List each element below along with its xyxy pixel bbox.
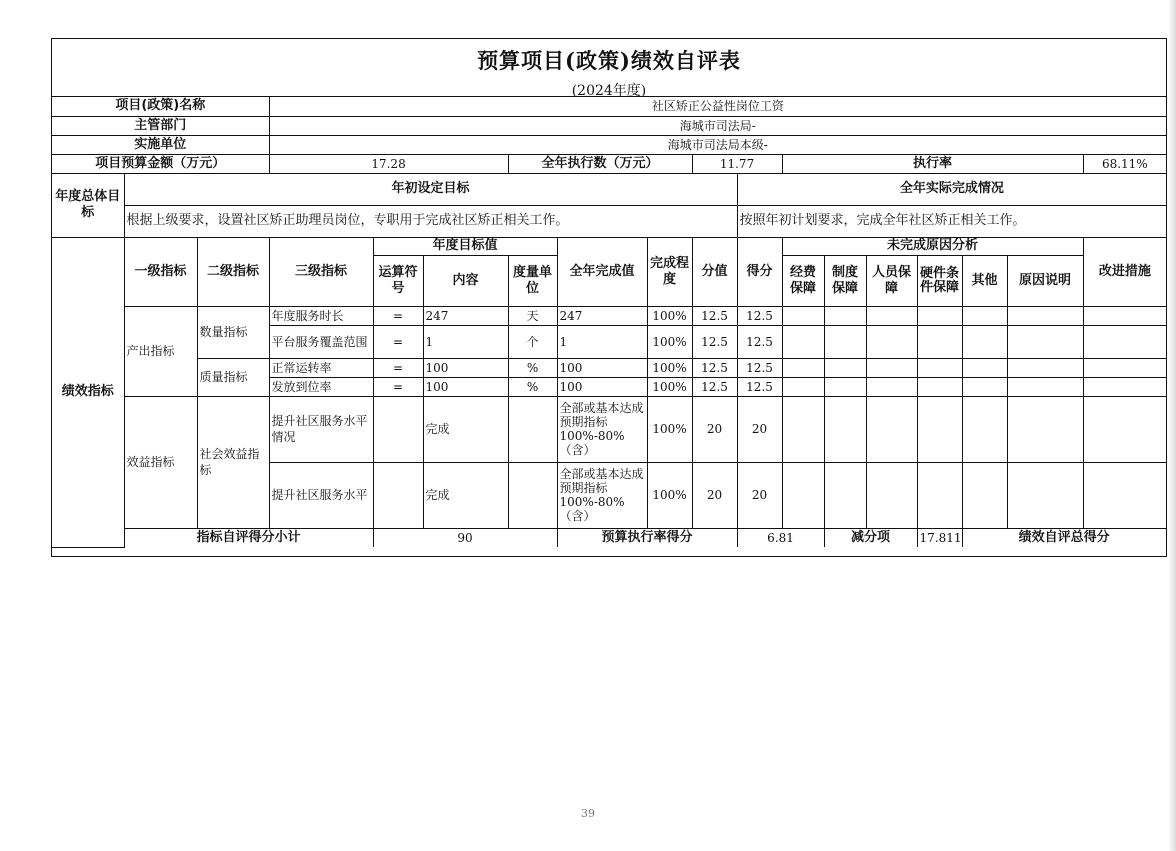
- explanation-header: 原因说明: [1007, 255, 1083, 306]
- personnel-header: 人员保障: [866, 255, 917, 306]
- initial-goal-header: 年初设定目标: [124, 173, 737, 205]
- weight-cell: 20: [692, 462, 737, 528]
- total-score-label: 绩效自评总得分: [962, 528, 1166, 547]
- self-evaluation-form: [51, 38, 1167, 557]
- operator-cell: =: [373, 325, 423, 358]
- weight-cell: 20: [692, 396, 737, 462]
- indicator-name: 发放到位率: [269, 377, 373, 396]
- hardware-header: 硬件条件保障: [917, 255, 962, 306]
- degree-cell: 100%: [647, 325, 692, 358]
- project-name-value: 社区矫正公益性岗位工资: [269, 97, 1166, 116]
- unit-cell: 天: [508, 306, 557, 325]
- degree-header: 完成程度: [647, 237, 692, 306]
- goal-text-row: [52, 205, 1166, 237]
- operator-cell: =: [373, 358, 423, 377]
- unit-cell: %: [508, 358, 557, 377]
- subtotal-value: 90: [373, 528, 557, 547]
- degree-cell: 100%: [647, 377, 692, 396]
- unit-cell: 个: [508, 325, 557, 358]
- indicator-section-label: 绩效指标: [52, 237, 124, 547]
- content-cell: 完成: [423, 396, 508, 462]
- dept-label: 主管部门: [52, 116, 269, 135]
- improvement-header: 改进措施: [1083, 237, 1166, 306]
- funding-header: 经费保障: [782, 255, 824, 306]
- page-edge-shadow: [1168, 0, 1176, 851]
- table-row: [52, 396, 1166, 462]
- quantity-indicator-label: 数量指标: [197, 306, 269, 358]
- score-header: 得分: [737, 237, 782, 306]
- weight-header: 分值: [692, 237, 737, 306]
- level3-header: 三级指标: [269, 237, 373, 306]
- full-year-cell: 全部或基本达成预期指标100%-80%（含）: [557, 462, 647, 528]
- content-header: 内容: [423, 255, 508, 306]
- page-number: 39: [581, 807, 595, 820]
- actual-goal-header: 全年实际完成情况: [737, 173, 1166, 205]
- title-area: [52, 39, 1166, 97]
- unit-header: 度量单位: [508, 255, 557, 306]
- operator-cell: =: [373, 306, 423, 325]
- score-cell: 12.5: [737, 377, 782, 396]
- deduct-value: 17.811: [917, 528, 962, 547]
- benefit-indicator-label: 效益指标: [124, 396, 197, 528]
- unit-cell: %: [508, 377, 557, 396]
- score-cell: 12.5: [737, 358, 782, 377]
- table-row: [52, 306, 1166, 325]
- operator-cell: [373, 462, 423, 528]
- content-cell: 247: [423, 306, 508, 325]
- exec-label: 全年执行数（万元）: [508, 154, 692, 173]
- unit-label: 实施单位: [52, 135, 269, 154]
- exec-value: 11.77: [692, 154, 782, 173]
- budget-row: [52, 154, 1166, 173]
- indicator-name: 提升社区服务水平情况: [269, 396, 373, 462]
- rate-label: 执行率: [782, 154, 1083, 173]
- unit-cell: [508, 396, 557, 462]
- evaluation-table: [52, 97, 1166, 548]
- content-cell: 100: [423, 358, 508, 377]
- full-year-cell: 100: [557, 358, 647, 377]
- unit-value: 海城市司法局本级-: [269, 135, 1166, 154]
- goal-header-row: [52, 173, 1166, 205]
- operator-cell: [373, 396, 423, 462]
- initial-goal-text: 根据上级要求，设置社区矫正助理员岗位，专职用于完成社区矫正相关工作。: [124, 205, 737, 237]
- system-header: 制度保障: [824, 255, 866, 306]
- rate-value: 68.11%: [1083, 154, 1166, 173]
- indicator-name: 正常运转率: [269, 358, 373, 377]
- actual-goal-text: 按照年初计划要求，完成全年社区矫正相关工作。: [737, 205, 1166, 237]
- unit-row: [52, 135, 1166, 154]
- full-year-cell: 100: [557, 377, 647, 396]
- summary-row: [52, 528, 1166, 547]
- degree-cell: 100%: [647, 462, 692, 528]
- score-cell: 20: [737, 462, 782, 528]
- level2-header: 二级指标: [197, 237, 269, 306]
- indicator-name: 平台服务覆盖范围: [269, 325, 373, 358]
- unit-cell: [508, 462, 557, 528]
- table-row: [52, 358, 1166, 377]
- form-year: (2024年度): [571, 83, 647, 99]
- content-cell: 100: [423, 377, 508, 396]
- degree-cell: 100%: [647, 396, 692, 462]
- exec-score-value: 6.81: [737, 528, 824, 547]
- other-header: 其他: [962, 255, 1007, 306]
- subtotal-label: 指标自评得分小计: [124, 528, 373, 547]
- full-year-cell: 247: [557, 306, 647, 325]
- full-year-cell: 1: [557, 325, 647, 358]
- budget-value: 17.28: [269, 154, 508, 173]
- indicator-header-row-1: [52, 237, 1166, 255]
- full-year-cell: 全部或基本达成预期指标100%-80%（含）: [557, 396, 647, 462]
- operator-cell: =: [373, 377, 423, 396]
- reasons-header: 未完成原因分析: [782, 237, 1083, 255]
- social-benefit-label: 社会效益指标: [197, 396, 269, 528]
- goal-label: 年度总体目标: [52, 173, 124, 237]
- budget-label: 项目预算金额（万元）: [52, 154, 269, 173]
- degree-cell: 100%: [647, 306, 692, 325]
- score-cell: 12.5: [737, 306, 782, 325]
- content-cell: 完成: [423, 462, 508, 528]
- indicator-name: 年度服务时长: [269, 306, 373, 325]
- output-indicator-label: 产出指标: [124, 306, 197, 396]
- project-name-label: 项目(政策)名称: [52, 97, 269, 116]
- full-year-header: 全年完成值: [557, 237, 647, 306]
- dept-row: [52, 116, 1166, 135]
- dept-value: 海城市司法局-: [269, 116, 1166, 135]
- score-cell: 20: [737, 396, 782, 462]
- degree-cell: 100%: [647, 358, 692, 377]
- deduct-label: 减分项: [824, 528, 917, 547]
- weight-cell: 12.5: [692, 377, 737, 396]
- weight-cell: 12.5: [692, 325, 737, 358]
- exec-score-label: 预算执行率得分: [557, 528, 737, 547]
- operator-header: 运算符号: [373, 255, 423, 306]
- form-title: 预算项目(政策)绩效自评表: [477, 48, 741, 73]
- content-cell: 1: [423, 325, 508, 358]
- weight-cell: 12.5: [692, 306, 737, 325]
- indicator-name: 提升社区服务水平: [269, 462, 373, 528]
- score-cell: 12.5: [737, 325, 782, 358]
- annual-target-header: 年度目标值: [373, 237, 557, 255]
- weight-cell: 12.5: [692, 358, 737, 377]
- level1-header: 一级指标: [124, 237, 197, 306]
- quality-indicator-label: 质量指标: [197, 358, 269, 396]
